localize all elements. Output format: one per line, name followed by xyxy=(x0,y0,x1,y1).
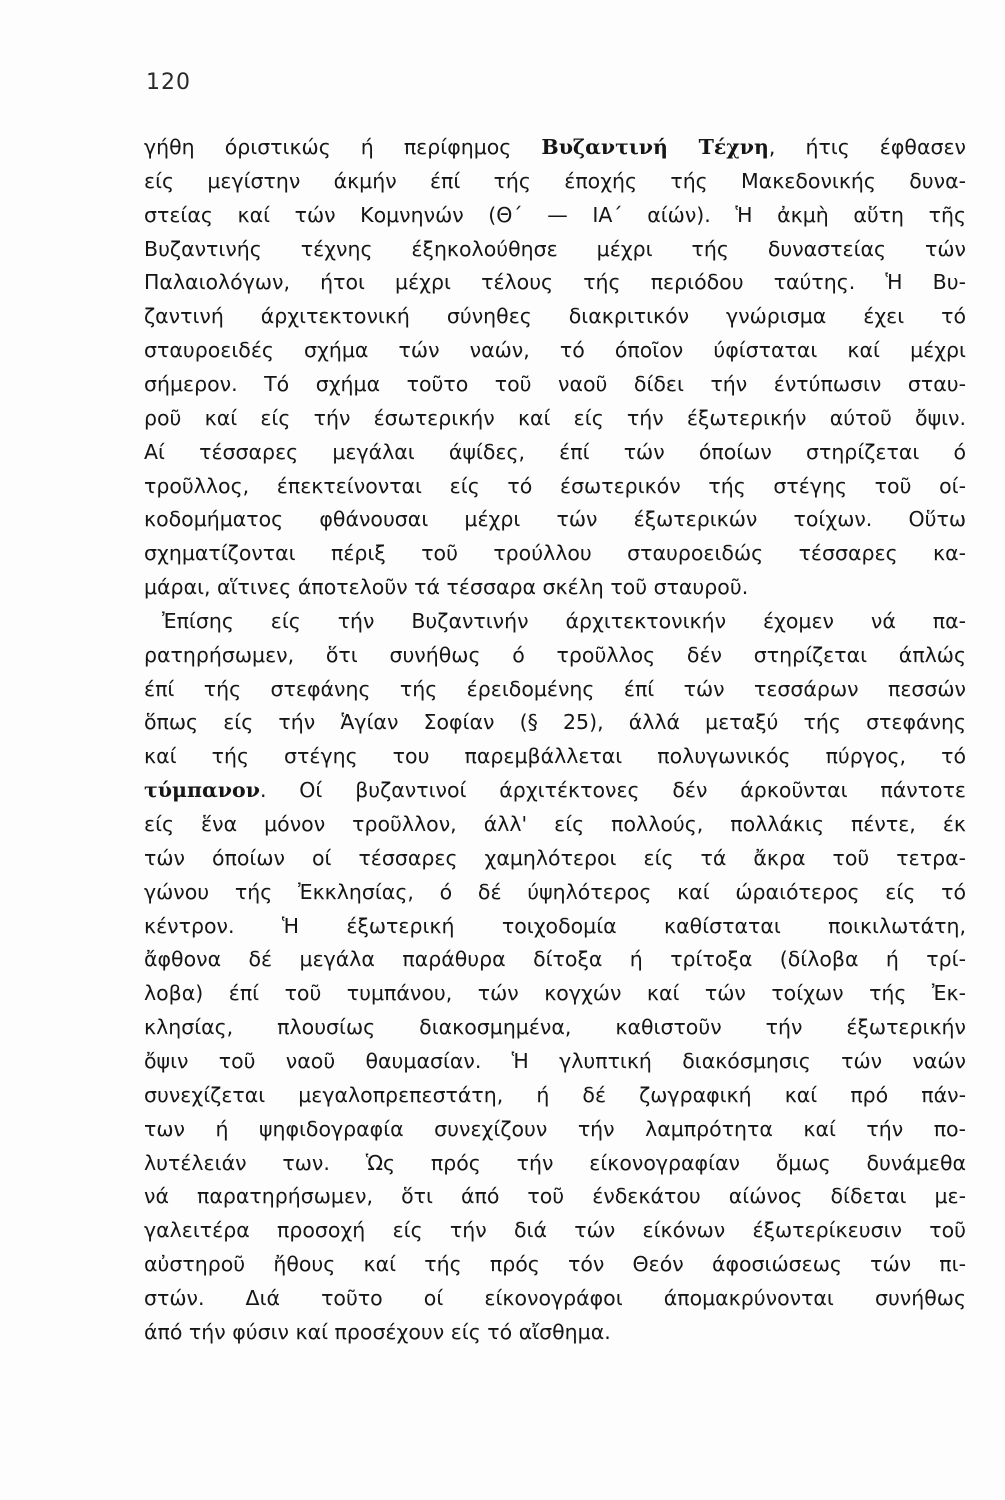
text-segment: σταυροειδές σχήμα τών ναών, τό όποῖον ύφίσταται καί μέχρι xyxy=(144,338,966,363)
text-line xyxy=(144,164,966,198)
text-segment: έπί τής στεφάνης τής έρειδομένης έπί τών τεσσάρων πεσσών xyxy=(144,676,966,701)
text-segment: Παλαιολόγων, ήτοι μέχρι τέλους τής περιόδου ταύτης. Ἡ Βυ- xyxy=(144,270,966,295)
text-line xyxy=(144,469,966,503)
text-segment: είς ἕνα μόνον τροῦλλον, άλλ' είς πολλούς, πολλάκις πέντε, έκ xyxy=(144,812,966,836)
page-number: 120 xyxy=(146,70,191,95)
text-segment: νά παρατηρήσωμεν, ὅτι άπό τοῦ ένδεκάτου αίώνος δίδεται με- xyxy=(144,1184,966,1209)
text-segment: ὅπως είς τήν Ἁγίαν Σοφίαν (§ 25), άλλά μεταξύ τής στεφάνης xyxy=(144,710,966,735)
text-segment: των ή ψηφιδογραφία συνεχίζουν τήν λαμπρότητα καί τήν πο- xyxy=(144,1116,966,1141)
text-line xyxy=(144,536,966,570)
text-segment: μάραι, αἵτινες άποτελοῦν τά τέσσαρα σκέλη τοῦ σταυροῦ. xyxy=(144,575,749,600)
bold-term: Βυζαντινή Τέχνη xyxy=(541,135,769,159)
text-line xyxy=(144,875,966,909)
text-segment: , ήτις έφθασεν xyxy=(768,135,966,159)
text-line xyxy=(144,773,966,807)
text-line xyxy=(162,604,966,638)
text-segment: λυτέλειάν των. Ὡς πρός τήν είκονογραφίαν ὅμως δυνάμεθα xyxy=(144,1150,966,1175)
text-line xyxy=(144,299,966,333)
text-segment: λοβα) έπί τοῦ τυμπάνου, τών κογχών καί τών τοίχων τής Ἐκ- xyxy=(144,981,966,1006)
text-line xyxy=(144,232,966,266)
text-line xyxy=(144,672,966,706)
text-line xyxy=(144,265,966,299)
text-line xyxy=(144,1078,966,1112)
text-line xyxy=(144,1247,966,1281)
text-line xyxy=(144,570,966,604)
text-segment: ρατηρήσωμεν, ὅτι συνήθως ό τροῦλλος δέν στηρίζεται άπλώς xyxy=(144,642,966,667)
text-segment: σχηματίζονται πέριξ τοῦ τρούλλου σταυροειδώς τέσσαρες κα- xyxy=(144,541,966,566)
text-line xyxy=(144,1315,966,1349)
text-line xyxy=(144,1281,966,1315)
text-segment: αὐστηροῦ ἤθους καί τής πρός τόν Θεόν άφοσιώσεως τών πι- xyxy=(144,1252,966,1277)
text-segment: γαλειτέρα προσοχή είς τήν διά τών είκόνων έξωτερίκευσιν τοῦ xyxy=(144,1218,966,1243)
text-segment: άπό τήν φύσιν καί προσέχουν είς τό αἴσθημα. xyxy=(144,1319,611,1344)
text-segment: είς μεγίστην άκμήν έπί τής έποχής τής Μακεδονικής δυνα- xyxy=(144,168,966,193)
text-line xyxy=(144,1146,966,1180)
text-segment: γήθη όριστικώς ή περίφημος xyxy=(144,135,542,159)
text-line xyxy=(144,1010,966,1044)
text-segment: Αί τέσσαρες μεγάλαι άψίδες, έπί τών όποίων στηρίζεται ό xyxy=(144,439,966,464)
text-line xyxy=(144,502,966,536)
text-segment: ροῦ καί είς τήν έσωτερικήν καί είς τήν έξωτερικήν αύτοῦ ὄψιν. xyxy=(144,405,966,430)
text-line xyxy=(144,705,966,739)
text-segment: Βυζαντινής τέχνης έξηκολούθησε μέχρι τής δυναστείας τών xyxy=(144,236,966,261)
text-segment: ἄφθονα δέ μεγάλα παράθυρα δίτοξα ή τρίτοξα (δίλοβα ή τρί- xyxy=(144,947,966,972)
text-segment: σήμερον. Τό σχήμα τοῦτο τοῦ ναοῦ δίδει τήν έντύπωσιν σταυ- xyxy=(144,371,966,396)
text-line xyxy=(144,401,966,435)
text-segment: ζαντινή άρχιτεκτονική σύνηθες διακριτικόν γνώρισμα έχει τό xyxy=(144,304,966,329)
text-line xyxy=(144,976,966,1010)
text-line xyxy=(144,841,966,875)
text-segment: καί τής στέγης του παρεμβάλλεται πολυγωνικός πύργος, τό xyxy=(144,744,966,769)
text-line xyxy=(144,739,966,773)
text-line xyxy=(144,198,966,232)
text-line xyxy=(144,909,966,943)
bold-term: τύμπανον xyxy=(144,778,260,803)
text-segment: Ἐπίσης είς τήν Βυζαντινήν άρχιτεκτονικήν έχομεν νά πα- xyxy=(162,608,966,633)
text-segment: ὄψιν τοῦ ναοῦ θαυμασίαν. Ἡ γλυπτική διακόσμησις τών ναών xyxy=(144,1048,966,1073)
text-segment: συνεχίζεται μεγαλοπρεπεστάτη, ή δέ ζωγραφική καί πρό πάν- xyxy=(144,1082,966,1107)
text-segment: στών. Διά τοῦτο οί είκονογράφοι άπομακρύνονται συνήθως xyxy=(144,1285,966,1310)
text-segment: τροῦλλος, έπεκτείνονται είς τό έσωτερικόν τής στέγης τοῦ οί- xyxy=(144,473,966,498)
text-line xyxy=(144,1112,966,1146)
text-line xyxy=(144,333,966,367)
text-line xyxy=(144,1179,966,1213)
text-segment: τών όποίων οί τέσσαρες χαμηλότεροι είς τά ἄκρα τοῦ τετρα- xyxy=(144,845,966,870)
text-line xyxy=(144,435,966,469)
text-line xyxy=(144,942,966,976)
text-segment: κέντρον. Ἡ έξωτερική τοιχοδομία καθίσταται ποικιλωτάτη, xyxy=(144,913,966,938)
text-line xyxy=(144,130,966,164)
text-segment: γώνου τής Ἐκκλησίας, ό δέ ύψηλότερος καί ώραιότερος είς τό xyxy=(144,879,966,904)
text-segment: κλησίας, πλουσίως διακοσμημένα, καθιστοῦν τήν έξωτερικήν xyxy=(144,1015,966,1040)
text-line xyxy=(144,807,966,841)
text-segment: . Οί βυζαντινοί άρχιτέκτονες δέν άρκοῦνται πάντοτε xyxy=(259,778,966,803)
text-segment: κοδομήματος φθάνουσαι μέχρι τών έξωτερικών τοίχων. Οὕτω xyxy=(144,507,966,532)
text-line xyxy=(144,367,966,401)
text-line xyxy=(144,1213,966,1247)
text-line xyxy=(144,638,966,672)
text-line xyxy=(144,1044,966,1078)
text-segment: στείας καί τών Κομνηνών (Θ΄ — ΙΑ΄ αίών). Ἡ ἀκμὴ αὕτη τῆς xyxy=(144,202,966,227)
